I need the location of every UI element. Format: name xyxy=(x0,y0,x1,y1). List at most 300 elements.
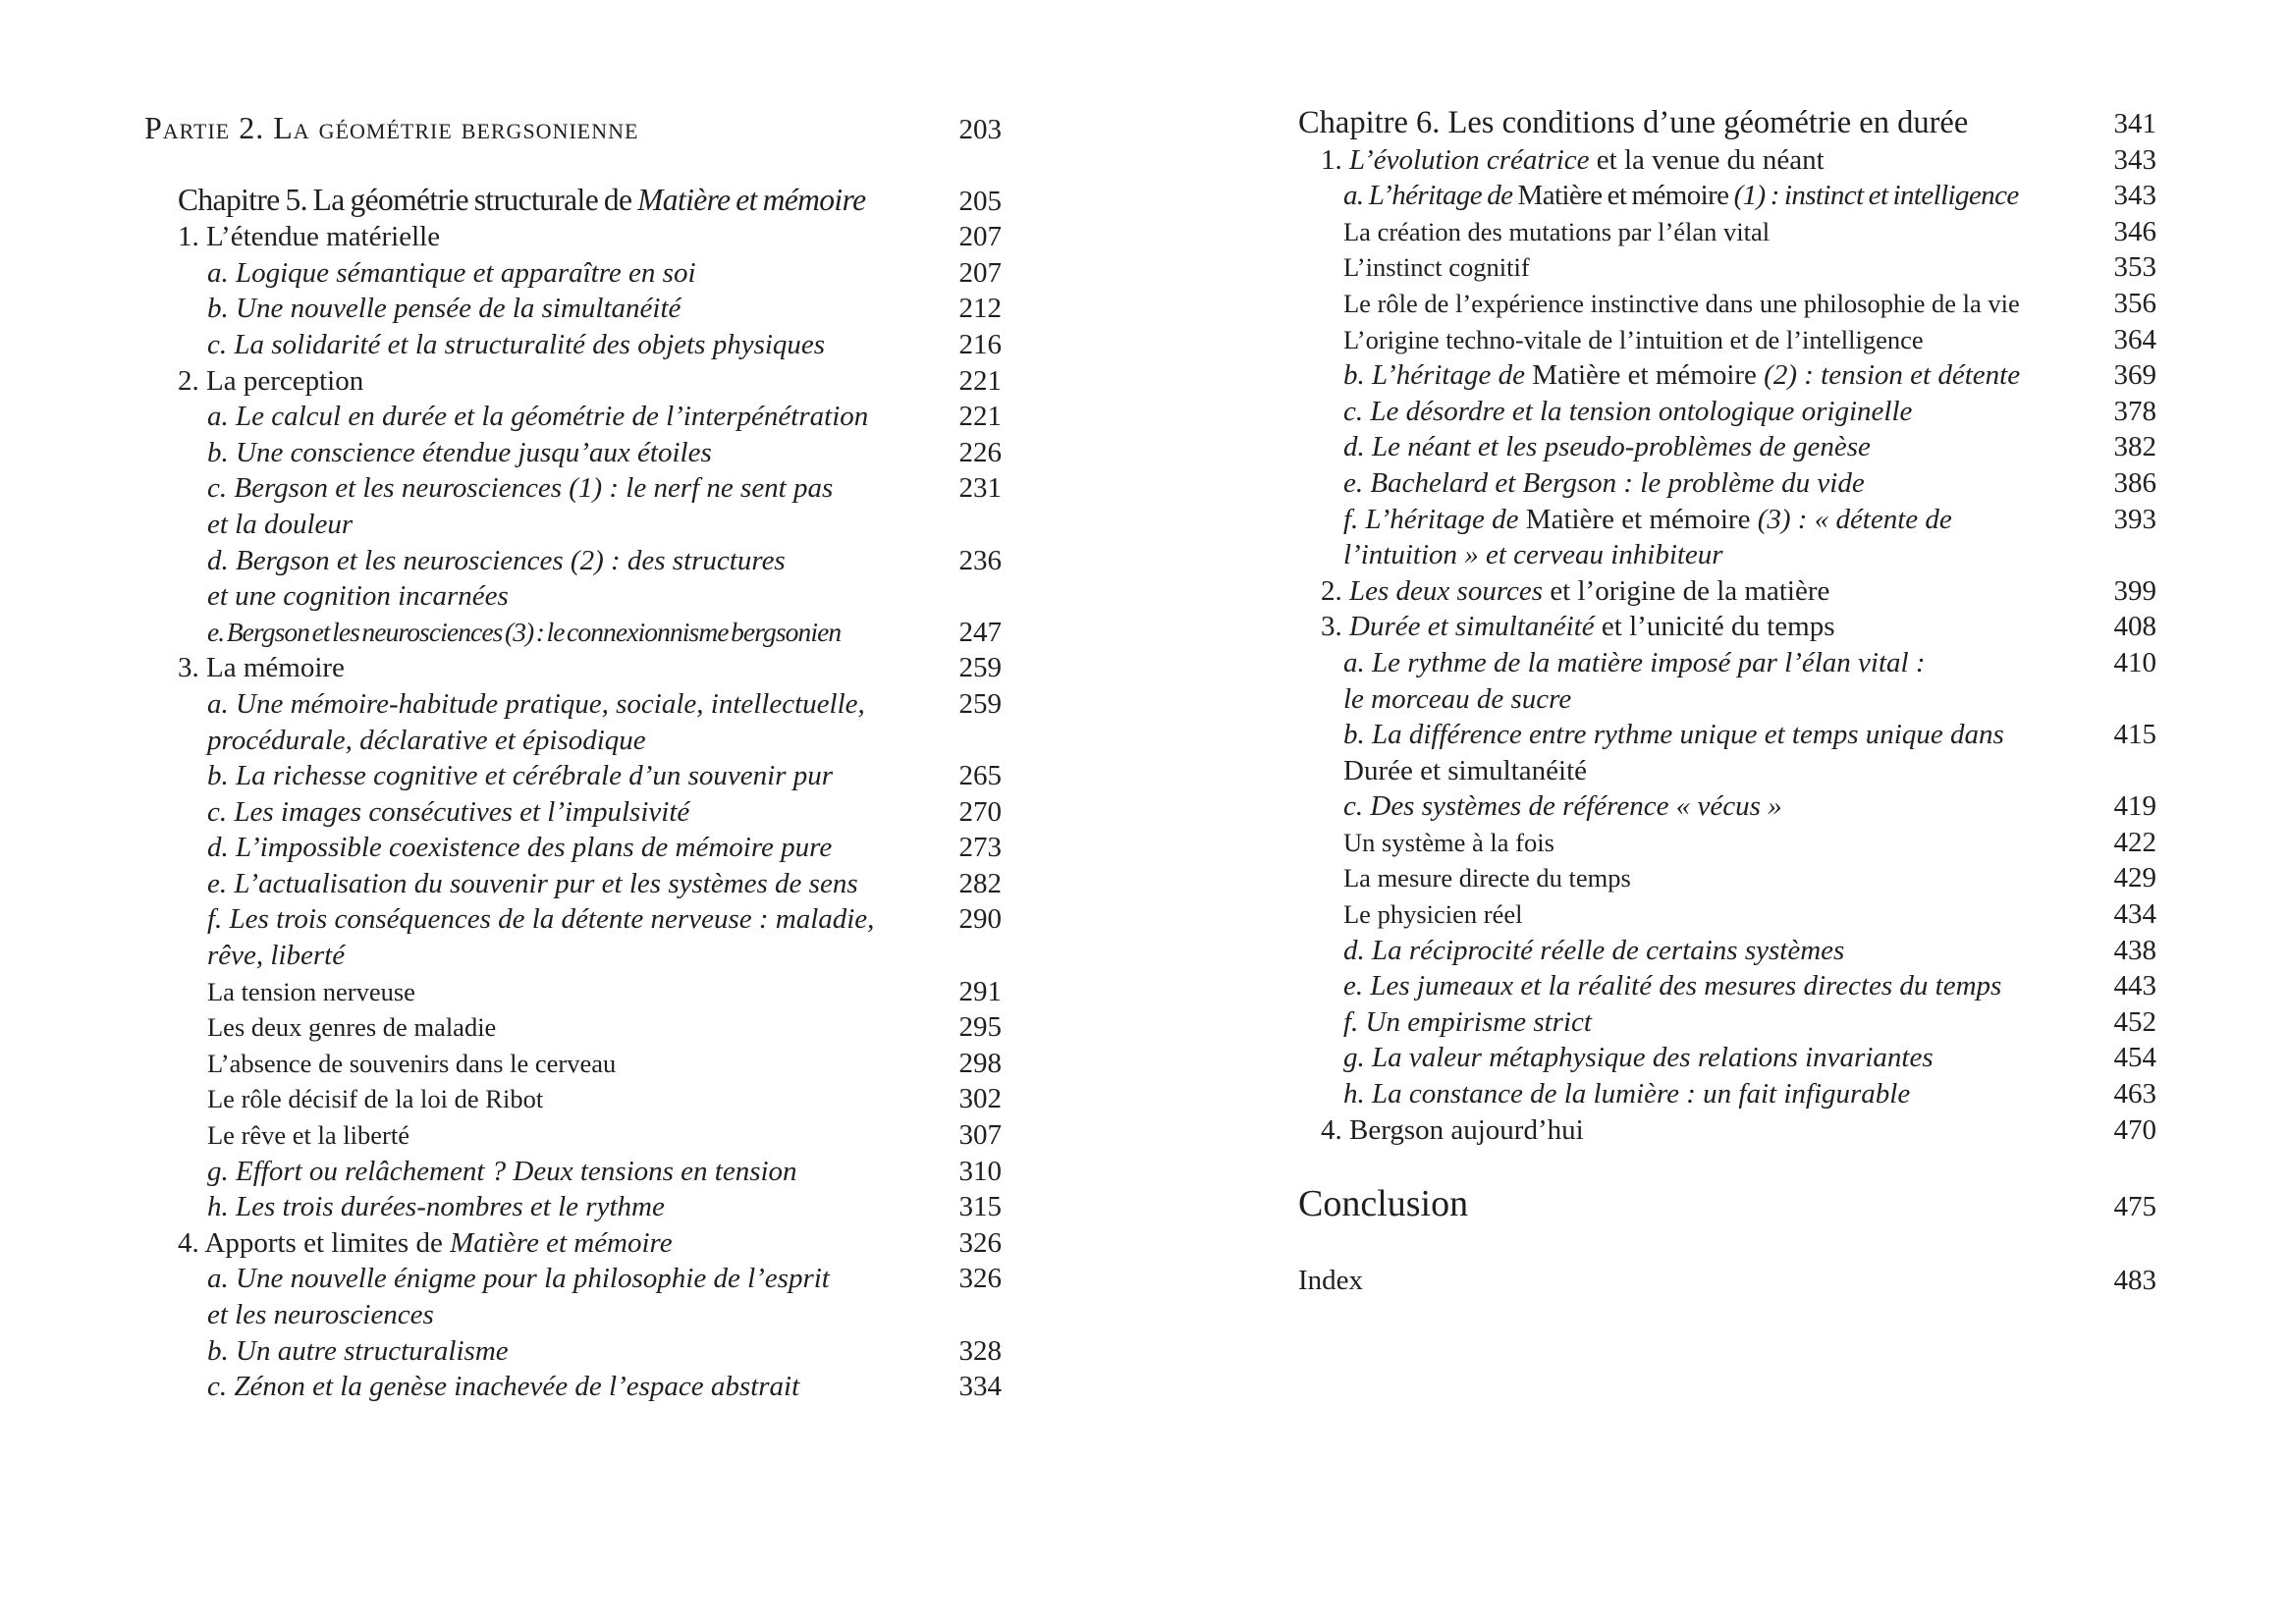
text-segment: c. Des systèmes de référence « vécus » xyxy=(1343,790,1782,823)
text-segment: g. La valeur métaphysique des relations invariantes xyxy=(1343,1042,1934,1074)
toc-entry-line xyxy=(1321,609,2092,645)
toc-page-number: 410 xyxy=(2113,646,2156,678)
text-segment: d. Le néant et les pseudo-problèmes de genèse xyxy=(1343,431,1871,463)
toc-entry-text xyxy=(207,1009,937,1046)
toc-page-number: 298 xyxy=(958,1047,1002,1079)
toc-entry-line xyxy=(144,110,937,146)
text-segment: b. Une nouvelle pensée de la simultanéité xyxy=(207,293,681,325)
toc-page-number: 221 xyxy=(958,401,1002,433)
toc-entry xyxy=(1298,1076,2156,1112)
toc-entry-line xyxy=(207,1117,937,1154)
toc-entry-line xyxy=(178,363,937,400)
toc-entry-line xyxy=(207,1046,937,1082)
toc-page-number: 259 xyxy=(958,652,1002,684)
toc-page-number: 326 xyxy=(958,1226,1002,1259)
toc-entry-line xyxy=(207,543,937,579)
text-segment: Les deux sources xyxy=(1349,574,1544,607)
toc-entry xyxy=(144,470,1002,542)
toc-entry xyxy=(1298,1112,2156,1149)
toc-entry xyxy=(1298,394,2156,430)
toc-entry-line xyxy=(1343,214,2092,250)
toc-entry xyxy=(144,219,1002,255)
text-segment: e. Bachelard et Bergson : le problème du vide xyxy=(1343,466,1865,499)
toc-entry-line xyxy=(1343,1004,2092,1041)
toc-entry xyxy=(144,758,1002,794)
text-segment: Un système à la fois xyxy=(1343,827,1554,857)
toc-page-number: 247 xyxy=(958,616,1002,648)
toc-page-number: 226 xyxy=(958,436,1002,468)
toc-entry-line xyxy=(207,686,937,723)
text-segment: Matière et mémoire xyxy=(1517,180,1734,212)
toc-page-number: 265 xyxy=(958,760,1002,792)
text-segment: et une cognition incarnées xyxy=(207,580,509,613)
toc-entry-line xyxy=(1343,429,2092,465)
toc-entry-text xyxy=(1343,1040,2092,1076)
text-segment: rêve, liberté xyxy=(207,940,346,972)
toc-entry-text xyxy=(1343,178,2092,214)
toc-page-number: 369 xyxy=(2113,359,2156,392)
text-segment: Le rêve et la liberté xyxy=(207,1120,409,1151)
toc-entry-line xyxy=(207,615,937,651)
toc-entry-text xyxy=(1343,357,2092,394)
toc-entry-line xyxy=(207,578,937,615)
toc-entry-text xyxy=(1343,825,2092,861)
text-segment: a. Le rythme de la matière imposé par l’élan vital : xyxy=(1343,646,1926,678)
text-segment: Matière et mémoire xyxy=(1525,503,1758,535)
toc-entry-line xyxy=(1321,573,2092,610)
toc-page-number: 273 xyxy=(958,832,1002,864)
toc-entry xyxy=(1298,286,2156,322)
toc-page-number: 326 xyxy=(958,1263,1002,1295)
text-segment: Partie 2. La géométrie bergsonienne xyxy=(144,110,639,145)
toc-entry xyxy=(144,615,1002,651)
toc-entry-text xyxy=(207,615,937,651)
toc-page-number: 415 xyxy=(2113,719,2156,751)
text-segment: et les neurosciences xyxy=(207,1299,434,1330)
toc-entry xyxy=(1298,502,2156,573)
toc-page-number: 282 xyxy=(958,867,1002,899)
toc-entry-text xyxy=(207,255,937,292)
toc-entry-line xyxy=(1298,105,2092,141)
toc-page-number: 399 xyxy=(2113,574,2156,607)
toc-entry-line xyxy=(207,1009,937,1046)
toc-entry xyxy=(1298,465,2156,502)
toc-entry xyxy=(144,1333,1002,1370)
toc-entry-text xyxy=(178,363,937,400)
toc-page-number: 438 xyxy=(2113,934,2156,966)
text-segment: L’origine techno-vitale de l’intuition et de l’intelligence xyxy=(1343,324,1924,354)
toc-entry-line xyxy=(178,219,937,255)
text-segment: c. La solidarité et la structuralité des objets physiques xyxy=(207,328,826,360)
toc-page-number: 454 xyxy=(2113,1042,2156,1074)
text-segment: (1) : instinct et intelligence xyxy=(1733,180,2019,212)
toc-entry xyxy=(144,1189,1002,1225)
text-segment: 1. L’étendue matérielle xyxy=(178,221,441,253)
text-segment: d. La réciprocité réelle de certains systèmes xyxy=(1343,934,1845,966)
text-segment: b. Un autre structuralisme xyxy=(207,1334,509,1367)
toc-entry-text xyxy=(207,291,937,327)
toc-entry-text xyxy=(1343,1004,2092,1041)
toc-entry-text xyxy=(207,1369,937,1405)
text-segment: La création des mutations par l’élan vital xyxy=(1343,216,1771,246)
toc-entry-text xyxy=(207,794,937,831)
toc-entry-line xyxy=(207,938,937,974)
text-segment: Durée et simultanéité xyxy=(1343,754,1588,786)
toc-entry-line xyxy=(1343,249,2092,286)
text-segment: f. L’héritage de xyxy=(1343,503,1526,535)
text-segment: a. Logique sémantique et apparaître en soi xyxy=(207,256,696,289)
toc-entry xyxy=(144,435,1002,471)
toc-page-number: 295 xyxy=(958,1011,1002,1044)
text-segment: Matière et mémoire xyxy=(637,182,866,217)
toc-entry-text xyxy=(178,219,937,255)
toc-page-number: 343 xyxy=(2113,180,2156,212)
toc-page-number: 315 xyxy=(958,1191,1002,1223)
toc-left-page xyxy=(144,110,1002,1405)
toc-entry xyxy=(1298,249,2156,286)
toc-entry-text xyxy=(1298,1263,2092,1299)
toc-entry-line xyxy=(207,974,937,1010)
toc-entry-line xyxy=(1343,465,2092,502)
toc-entry-text xyxy=(1321,573,2092,610)
toc-entry xyxy=(144,1046,1002,1082)
text-segment: La mesure directe du temps xyxy=(1343,863,1631,893)
toc-entry-text xyxy=(207,1261,937,1332)
toc-entry xyxy=(144,686,1002,758)
text-segment: La tension nerveuse xyxy=(207,976,415,1006)
text-segment: et l’origine de la matière xyxy=(1543,574,1830,607)
toc-entry xyxy=(144,901,1002,973)
toc-page-number: 470 xyxy=(2113,1113,2156,1146)
toc-page-number: 408 xyxy=(2113,611,2156,643)
toc-page-number: 443 xyxy=(2113,970,2156,1002)
index-entry xyxy=(1298,1263,2156,1299)
toc-page-number: 205 xyxy=(958,185,1002,217)
toc-entry-line xyxy=(1321,142,2092,179)
text-segment: c. Les images consécutives et l’impulsivité xyxy=(207,795,690,828)
toc-entry-line xyxy=(1343,681,2092,718)
toc-page-number: 393 xyxy=(2113,503,2156,535)
toc-entry-text xyxy=(1343,322,2092,358)
toc-entry xyxy=(144,255,1002,292)
toc-entry-line xyxy=(207,1261,937,1297)
toc-entry-text xyxy=(1343,788,2092,825)
toc-entry-line xyxy=(1343,322,2092,358)
text-segment: g. Effort ou relâchement ? Deux tensions en tension xyxy=(207,1155,797,1187)
toc-entry-text xyxy=(178,1225,937,1262)
toc-entry-text xyxy=(178,650,937,686)
toc-entry-line xyxy=(1343,825,2092,861)
text-segment: 3. La mémoire xyxy=(178,652,345,684)
toc-entry-text xyxy=(1298,1182,2092,1225)
toc-page-number: 434 xyxy=(2113,898,2156,931)
toc-entry-line xyxy=(207,758,937,794)
text-segment: Matière et mémoire xyxy=(450,1226,673,1259)
toc-entry xyxy=(1298,357,2156,394)
text-segment: Durée et simultanéité xyxy=(1349,611,1595,643)
toc-entry-text xyxy=(1343,465,2092,502)
toc-entry xyxy=(144,1117,1002,1154)
toc-entry-line xyxy=(178,1225,937,1262)
text-segment: Le rôle de l’expérience instinctive dans une philosophie de la vie xyxy=(1343,288,2020,318)
toc-entry-line xyxy=(1343,1076,2092,1112)
toc-entry-line xyxy=(1343,645,2092,681)
toc-page-number: 259 xyxy=(958,687,1002,720)
text-segment: b. La différence entre rythme unique et temps unique dans xyxy=(1343,719,2004,751)
text-segment: b. L’héritage de xyxy=(1343,359,1533,392)
toc-entry-text xyxy=(1343,394,2092,430)
toc-page-number: 302 xyxy=(958,1083,1002,1115)
toc-entry xyxy=(1298,142,2156,179)
toc-page-number: 463 xyxy=(2113,1078,2156,1110)
toc-page-number: 353 xyxy=(2113,251,2156,284)
toc-page-number: 483 xyxy=(2113,1265,2156,1297)
toc-entry-line xyxy=(1343,1040,2092,1076)
toc-entry-line xyxy=(207,327,937,363)
text-segment: (2) : tension et détente xyxy=(1764,359,2021,392)
toc-entry-text xyxy=(207,1046,937,1082)
toc-entry-line xyxy=(207,291,937,327)
toc-entry xyxy=(1298,322,2156,358)
text-segment: L’instinct cognitif xyxy=(1343,252,1530,283)
toc-entry-line xyxy=(207,1081,937,1117)
toc-page-number: 422 xyxy=(2113,826,2156,858)
toc-entry-line xyxy=(207,1369,937,1405)
text-segment: c. Le désordre et la tension ontologique originelle xyxy=(1343,395,1913,427)
toc-entry xyxy=(1298,214,2156,250)
toc-entry xyxy=(144,1081,1002,1117)
text-segment: 2. La perception xyxy=(178,364,364,397)
toc-entry-text xyxy=(1343,214,2092,250)
toc-entry xyxy=(1298,1040,2156,1076)
toc-entry-line xyxy=(207,507,937,543)
toc-entry-line xyxy=(207,1189,937,1225)
toc-entry-line xyxy=(1343,860,2092,896)
text-segment: L’absence de souvenirs dans le cerveau xyxy=(207,1048,617,1078)
text-segment: 1. xyxy=(1321,143,1349,176)
toc-entry-line xyxy=(207,435,937,471)
text-segment: a. Une nouvelle énigme pour la philosophie de l’esprit xyxy=(207,1263,830,1295)
toc-page-number: 328 xyxy=(958,1334,1002,1367)
toc-entry-text xyxy=(1343,933,2092,969)
toc-entry xyxy=(1298,860,2156,896)
toc-entry xyxy=(1298,429,2156,465)
toc-entry-text xyxy=(1343,429,2092,465)
text-segment: Matière et mémoire xyxy=(1532,359,1765,392)
toc-entry-line xyxy=(207,399,937,435)
toc-entry xyxy=(144,363,1002,400)
toc-entry xyxy=(1298,1004,2156,1041)
toc-entry-line xyxy=(1298,1182,2092,1225)
toc-entry xyxy=(144,1225,1002,1262)
part-heading-entry xyxy=(144,110,1002,148)
toc-entry-text xyxy=(1343,717,2092,788)
toc-page-number: 334 xyxy=(958,1371,1002,1403)
text-segment: et la venue du néant xyxy=(1589,143,1825,176)
text-segment: l’intuition » et cerveau inhibiteur xyxy=(1343,539,1723,571)
toc-page-number: 216 xyxy=(958,328,1002,360)
text-segment: e. Les jumeaux et la réalité des mesures directes du temps xyxy=(1343,970,2002,1002)
text-segment: a. L’héritage de xyxy=(1343,180,1518,212)
toc-entry-line xyxy=(207,1297,937,1333)
toc-entry xyxy=(144,1261,1002,1332)
text-segment: et la douleur xyxy=(207,508,354,540)
toc-page-number: 290 xyxy=(958,903,1002,936)
toc-entry-line xyxy=(1343,896,2092,933)
toc-page-number: 475 xyxy=(2113,1191,2156,1223)
toc-entry-text xyxy=(207,866,937,902)
text-segment: h. La constance de la lumière : un fait infigurable xyxy=(1343,1078,1911,1110)
toc-entry xyxy=(1298,717,2156,788)
toc-entry-text xyxy=(207,1333,937,1370)
text-segment: L’évolution créatrice xyxy=(1349,143,1590,176)
toc-entry-text xyxy=(1321,1112,2092,1149)
text-segment: 3. xyxy=(1321,611,1349,643)
text-segment: Le rôle décisif de la loi de Ribot xyxy=(207,1084,544,1114)
toc-entry-line xyxy=(1343,753,2092,789)
toc-entry-text xyxy=(207,399,937,435)
toc-entry-text xyxy=(1343,249,2092,286)
toc-entry-text xyxy=(1343,860,2092,896)
toc-entry-text xyxy=(207,974,937,1010)
toc-page-number: 346 xyxy=(2113,215,2156,247)
toc-entry xyxy=(144,974,1002,1010)
toc-right-page xyxy=(1298,105,2156,1299)
toc-page-number: 364 xyxy=(2113,323,2156,355)
toc-entry-text xyxy=(207,1081,937,1117)
toc-entry-text xyxy=(1321,609,2092,645)
toc-entry-line xyxy=(1343,394,2092,430)
toc-entry xyxy=(1298,825,2156,861)
text-segment: Conclusion xyxy=(1298,1183,1469,1225)
toc-entry-text xyxy=(207,327,937,363)
toc-entry-line xyxy=(1321,1112,2092,1149)
toc-page-number: 203 xyxy=(958,114,1002,145)
toc-entry-line xyxy=(207,866,937,902)
toc-page-number: 221 xyxy=(958,364,1002,397)
toc-entry xyxy=(144,1009,1002,1046)
toc-entry-line xyxy=(1343,717,2092,753)
toc-entry-text xyxy=(144,110,937,146)
toc-entry-text xyxy=(1343,968,2092,1004)
text-segment: procédurale, déclarative et épisodique xyxy=(207,724,646,756)
toc-entry xyxy=(1298,896,2156,933)
toc-entry-line xyxy=(178,183,937,219)
text-segment: 4. Apports et limites de xyxy=(178,1226,451,1259)
text-segment: Les deux genres de maladie xyxy=(207,1012,497,1043)
toc-entry-text xyxy=(1343,286,2092,322)
toc-entry xyxy=(1298,609,2156,645)
toc-entry-text xyxy=(207,470,937,542)
text-segment: 2. xyxy=(1321,574,1349,607)
text-segment: Index xyxy=(1298,1265,1364,1297)
toc-entry xyxy=(144,1154,1002,1190)
toc-entry-line xyxy=(178,650,937,686)
toc-entry xyxy=(1298,933,2156,969)
text-segment: f. Un empirisme strict xyxy=(1343,1005,1592,1038)
toc-entry-line xyxy=(1343,502,2092,538)
toc-entry xyxy=(144,830,1002,866)
toc-entry xyxy=(144,543,1002,615)
toc-entry xyxy=(144,794,1002,831)
toc-page-number: 343 xyxy=(2113,143,2156,176)
toc-entry-line xyxy=(1343,788,2092,825)
toc-entry-text xyxy=(178,183,937,219)
text-segment: d. Bergson et les neurosciences (2) : des structures xyxy=(207,544,786,576)
text-segment: le morceau de sucre xyxy=(1343,682,1572,715)
chapter-heading-entry xyxy=(144,183,1002,220)
toc-entry-line xyxy=(207,901,937,938)
conclusion-entry xyxy=(1298,1182,2156,1228)
text-segment: a. Le calcul en durée et la géométrie de l’interpénétration xyxy=(207,401,869,433)
text-segment: Chapitre 5. La géométrie structurale de xyxy=(178,182,638,217)
text-segment: (3) : « détente de xyxy=(1757,503,1952,535)
text-segment: Chapitre 6. Les conditions d’une géométrie en durée xyxy=(1298,105,1969,140)
toc-entry-line xyxy=(1343,178,2092,214)
toc-page-number: 212 xyxy=(958,293,1002,325)
toc-entry xyxy=(1298,968,2156,1004)
toc-entry-text xyxy=(207,758,937,794)
toc-entry xyxy=(144,399,1002,435)
toc-entry xyxy=(1298,645,2156,717)
toc-entry-line xyxy=(207,1154,937,1190)
toc-entry-text xyxy=(1343,1076,2092,1112)
toc-page-number: 270 xyxy=(958,795,1002,828)
toc-page-number: 291 xyxy=(958,975,1002,1007)
toc-entry-line xyxy=(207,723,937,759)
toc-entry-line xyxy=(1343,286,2092,322)
toc-entry-text xyxy=(1343,896,2092,933)
toc-entry-line xyxy=(1343,357,2092,394)
toc-entry-text xyxy=(207,686,937,758)
text-segment: b. La richesse cognitive et cérébrale d’un souvenir pur xyxy=(207,760,834,792)
toc-entry-line xyxy=(1343,968,2092,1004)
toc-entry-text xyxy=(1343,502,2092,573)
toc-entry xyxy=(144,1369,1002,1405)
toc-page-number: 236 xyxy=(958,544,1002,576)
toc-page-number: 356 xyxy=(2113,287,2156,319)
text-segment: a. Une mémoire-habitude pratique, sociale, intellectuelle, xyxy=(207,687,865,720)
toc-page-number: 341 xyxy=(2113,108,2156,139)
text-segment: c. Bergson et les neurosciences (1) : le nerf ne sent pas xyxy=(207,472,834,505)
toc-entry-text xyxy=(1321,142,2092,179)
toc-entry-line xyxy=(207,794,937,831)
text-segment: h. Les trois durées-nombres et le rythme xyxy=(207,1191,665,1223)
toc-page-number: 207 xyxy=(958,256,1002,289)
toc-entry-line xyxy=(207,255,937,292)
text-segment: e. Bergson et les neurosciences (3) : le connexionnisme bergsonien xyxy=(207,616,842,647)
toc-entry xyxy=(144,327,1002,363)
toc-entry-line xyxy=(1343,933,2092,969)
toc-page-number: 310 xyxy=(958,1155,1002,1187)
toc-entry-text xyxy=(1343,645,2092,717)
toc-page-number: 307 xyxy=(958,1119,1002,1152)
toc-entry xyxy=(1298,178,2156,214)
text-segment: 4. Bergson aujourd’hui xyxy=(1321,1113,1584,1146)
text-segment: f. Les trois conséquences de la détente nerveuse : maladie, xyxy=(207,903,875,936)
text-segment: e. L’actualisation du souvenir pur et les systèmes de sens xyxy=(207,867,858,899)
toc-entry-text xyxy=(207,543,937,615)
toc-entry-line xyxy=(1343,537,2092,573)
toc-entry-line xyxy=(1298,1263,2092,1299)
text-segment: c. Zénon et la genèse inachevée de l’espace abstrait xyxy=(207,1371,800,1403)
toc-entry-text xyxy=(207,1189,937,1225)
toc-page-number: 419 xyxy=(2113,790,2156,823)
toc-entry-text xyxy=(207,901,937,973)
toc-entry-text xyxy=(207,1117,937,1154)
toc-page-number: 429 xyxy=(2113,862,2156,894)
toc-entry xyxy=(144,866,1002,902)
